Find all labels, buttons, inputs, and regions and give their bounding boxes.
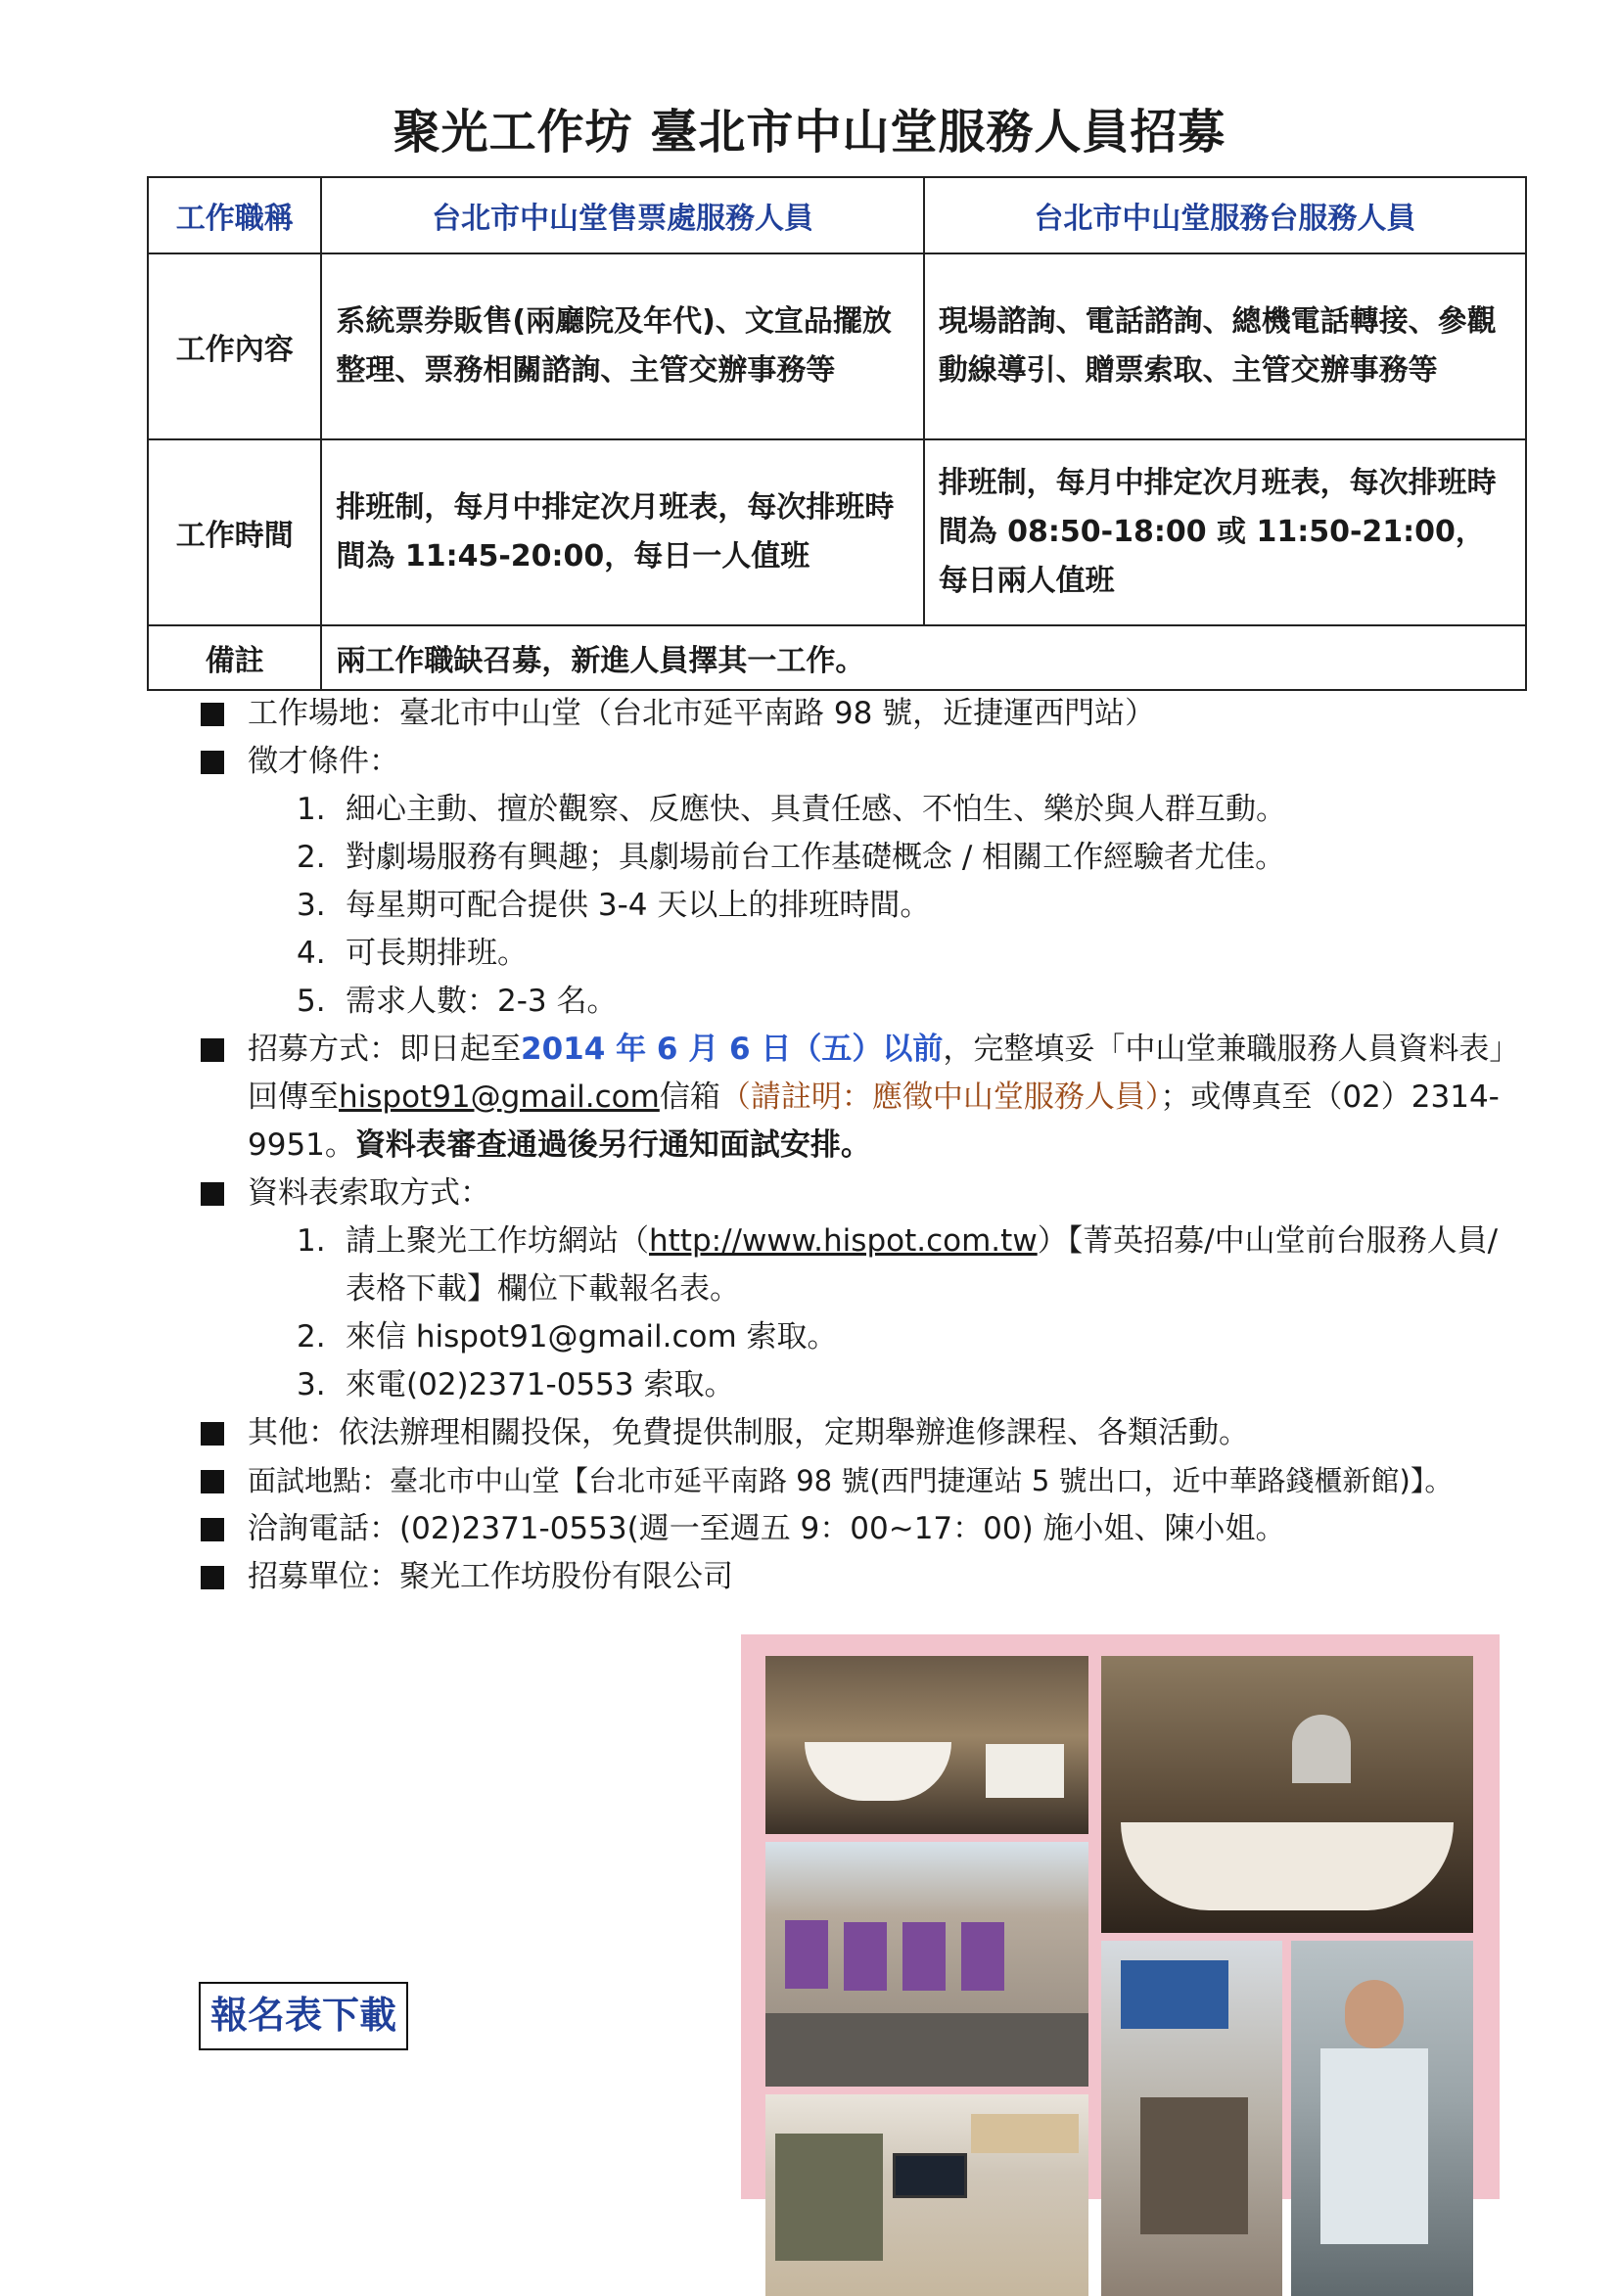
list-item: 洽詢電話：(02)2371-0553(週一至週五 9：00~17：00) 施小姐、陳小姐。: [201, 1505, 1512, 1553]
form-way-item: 1. 請上聚光工作坊網站（http://www.hispot.com.tw）【菁英招募/中山堂前台服務人員/表格下載】欄位下載報名表。: [297, 1223, 1499, 1307]
requirement-item: 3. 每星期可配合提供 3-4 天以上的排班時間。: [297, 888, 931, 923]
requirement-item: 1. 細心主動、擅於觀察、反應快、具責任感、不怕生、樂於與人群互動。: [297, 792, 1286, 827]
bullet-square-icon: [201, 703, 224, 726]
photo-collage: [741, 1634, 1500, 2199]
bullet-square-icon: [201, 1038, 224, 1062]
hours-col2: 排班制，每月中排定次月班表，每次排班時間為 08:50-18:00 或 11:50-21:00，每日兩人值班: [924, 439, 1526, 625]
requirement-item: 4. 可長期排班。: [297, 936, 528, 971]
download-form-button[interactable]: 報名表下載: [199, 1982, 408, 2050]
header-col2: 台北市中山堂服務台服務人員: [924, 177, 1526, 253]
header-col1: 台北市中山堂售票處服務人員: [321, 177, 923, 253]
bullet-square-icon: [201, 1182, 224, 1206]
list-item: 招募單位：聚光工作坊股份有限公司: [201, 1553, 1512, 1601]
staff-desk-photo: [1101, 1941, 1282, 2296]
content-label: 工作內容: [148, 253, 321, 439]
header-label: 工作職稱: [148, 177, 321, 253]
content-col2: 現場諮詢、電話諮詢、總機電話轉接、參觀動線導引、贈票索取、主管交辦事務等: [924, 253, 1526, 439]
hall-facade-photo: [765, 1842, 1088, 2087]
bullet-square-icon: [201, 1566, 224, 1589]
list-item: 資料表索取方式：: [201, 1170, 1512, 1217]
table-header-row: [148, 177, 1526, 253]
list-item: 其他：依法辦理相關投保，免費提供制服，定期舉辦進修課程、各類活動。: [201, 1409, 1512, 1457]
page-title: 聚光工作坊 臺北市中山堂服務人員招募: [393, 105, 1226, 160]
hours-col1: 排班制，每月中排定次月班表，每次排班時間為 11:45-20:00，每日一人值班: [321, 439, 923, 625]
form-way-item: 3. 來電(02)2371-0553 索取。: [297, 1367, 735, 1402]
details-list: [201, 690, 1512, 1601]
lobby-photo: [765, 1656, 1088, 1834]
list-item: 工作場地：臺北市中山堂（台北市延平南路 98 號，近捷運西門站）: [201, 690, 1512, 738]
remark-label: 備註: [148, 625, 321, 690]
deadline-date: 2014 年 6 月 6 日（五）以前: [521, 1032, 944, 1067]
exhibition-photo: [765, 2094, 1088, 2296]
list-item: 面試地點：臺北市中山堂【台北市延平南路 98 號(西門捷運站 5 號出口，近中華路錢櫃新館)】。: [201, 1457, 1512, 1505]
website-link[interactable]: http://www.hispot.com.tw: [649, 1223, 1038, 1259]
bullet-square-icon: [201, 1470, 224, 1493]
table-row: [148, 625, 1526, 690]
hours-label: 工作時間: [148, 439, 321, 625]
content-col1: 系統票券販售(兩廳院及年代)、文宣品擺放整理、票務相關諮詢、主管交辦事務等: [321, 253, 923, 439]
recruit-note: （請註明：應徵中山堂服務人員）: [719, 1079, 1161, 1115]
job-table: [147, 176, 1527, 691]
staff-member-photo: [1291, 1941, 1473, 2296]
bullet-square-icon: [201, 1422, 224, 1446]
table-row: [148, 253, 1526, 439]
bullet-square-icon: [201, 751, 224, 774]
requirement-item: 5. 需求人數：2-3 名。: [297, 984, 618, 1019]
remark-text: 兩工作職缺召募，新進人員擇其一工作。: [321, 625, 1526, 690]
list-item: 徵才條件：: [201, 738, 1512, 786]
bullet-square-icon: [201, 1518, 224, 1541]
form-way-item: 2. 來信 hispot91@gmail.com 索取。: [297, 1319, 838, 1355]
list-item: 招募方式：即日起至2014 年 6 月 6 日（五）以前，完整填妥「中山堂兼職服務人員資料表」回傳至hispot91@gmail.com信箱（請註明：應徵中山堂服務人員）；或傳真至（02）2314-9951。資料表審查通過後另行通知面試安排。: [201, 1026, 1512, 1170]
email-link[interactable]: hispot91@gmail.com: [339, 1079, 660, 1115]
table-row: [148, 439, 1526, 625]
requirement-item: 2. 對劇場服務有興趣；具劇場前台工作基礎概念 / 相關工作經驗者尤佳。: [297, 840, 1286, 875]
service-desk-photo: [1101, 1656, 1473, 1933]
